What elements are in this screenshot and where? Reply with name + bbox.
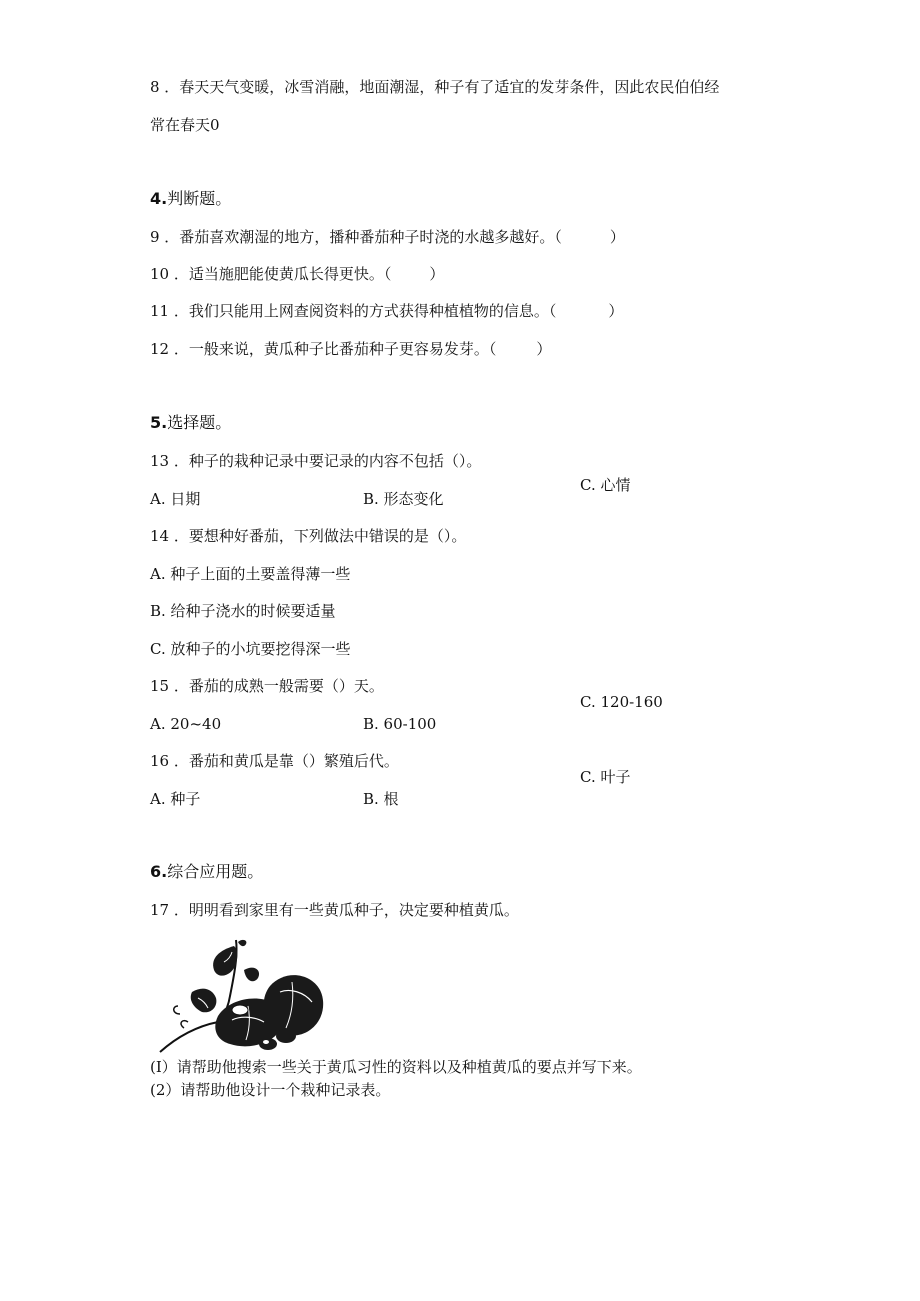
question-9: 9 ．番茄喜欢潮湿的地方，播种番茄种子时浇的水越多越好。（ ）: [150, 228, 625, 246]
question-16-option-a: A. 种子: [150, 790, 201, 808]
question-13-stem: 13 ．种子的栽种记录中要记录的内容不包括（）。: [150, 452, 482, 470]
question-13-option-c: C. 心情: [580, 476, 631, 494]
section-5-heading: 5.选择题。: [150, 413, 232, 432]
question-14-option-a: A. 种子上面的土要盖得薄一些: [150, 565, 351, 583]
question-12: 12 ．一般来说，黄瓜种子比番茄种子更容易发芽。（ ）: [150, 340, 552, 358]
question-17-stem: 17 ．明明看到家里有一些黄瓜种子，决定要种植黄瓜。: [150, 901, 519, 919]
cucumber-plant-icon: [158, 936, 328, 1054]
question-13-option-a: A. 日期: [150, 490, 201, 508]
question-16-option-b: B. 根: [363, 790, 399, 808]
question-13-option-b: B. 形态变化: [363, 490, 444, 508]
question-17-subquestion-1: (I）请帮助他搜索一些关于黄瓜习性的资料以及种植黄瓜的要点并写下来。: [150, 1058, 642, 1076]
question-15-option-b: B. 60-100: [363, 715, 437, 733]
question-11: 11 ．我们只能用上网查阅资料的方式获得种植植物的信息。（ ）: [150, 302, 624, 320]
question-15-stem: 15 ．番茄的成熟一般需要（）天。: [150, 677, 384, 695]
question-17-subquestion-2: (2）请帮助他设计一个栽种记录表。: [150, 1081, 391, 1099]
question-14-option-b: B. 给种子浇水的时候要适量: [150, 602, 336, 620]
question-15-option-a: A. 20~40: [150, 715, 222, 733]
question-8-line-1: 8 ．春天天气变暖，冰雪消融，地面潮湿，种子有了适宜的发芽条件，因此农民伯伯经: [150, 78, 720, 96]
question-14-stem: 14 ．要想种好番茄，下列做法中错误的是（）。: [150, 527, 467, 545]
question-14-option-c: C. 放种子的小坑要挖得深一些: [150, 640, 351, 658]
question-16-stem: 16 ．番茄和黄瓜是靠（）繁殖后代。: [150, 752, 399, 770]
question-16-option-c: C. 叶子: [580, 768, 631, 786]
question-8-line-2: 常在春天0: [150, 116, 220, 134]
question-15-option-c: C. 120-160: [580, 693, 663, 711]
section-6-heading: 6.综合应用题。: [150, 862, 264, 881]
question-10: 10 ．适当施肥能使黄瓜长得更快。（ ）: [150, 265, 445, 283]
section-4-heading: 4.判断题。: [150, 189, 232, 208]
